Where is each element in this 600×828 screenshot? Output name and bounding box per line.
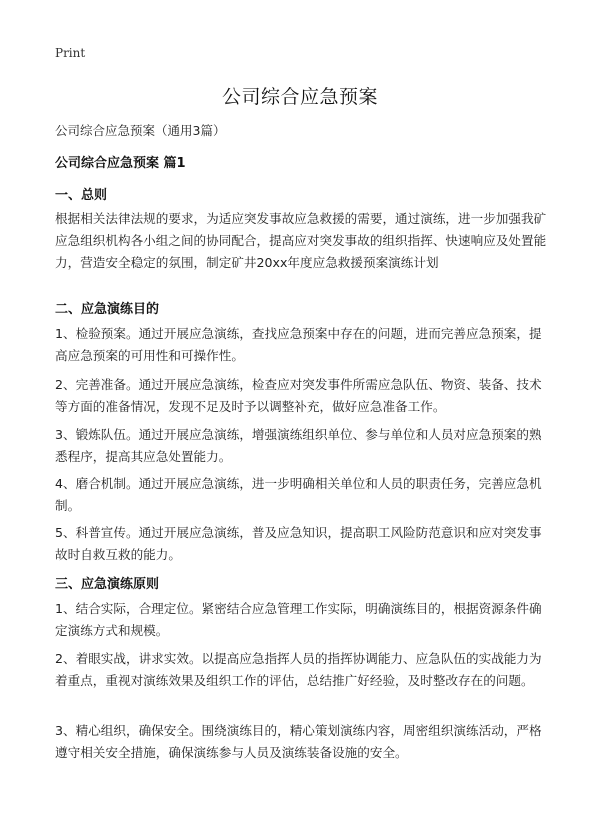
paragraph-principle-1: 1、结合实际，合理定位。紧密结合应急管理工作实际，明确演练目的，根据资源条件确定演练方式和规模。: [55, 601, 542, 638]
paragraph-purpose-1: 1、检验预案。通过开展应急演练，查找应急预案中存在的问题，进而完善应急预案，提高应急预案的可用性和可操作性。: [55, 326, 542, 363]
paragraph-principle-3: 3、精心组织，确保安全。围绕演练目的，精心策划演练内容，周密组织演练活动，严格遵守相关安全措施，确保演练参与人员及演练装备设施的安全。: [55, 723, 542, 760]
paragraph-purpose-4: 4、磨合机制。通过开展应急演练，进一步明确相关单位和人员的职责任务，完善应急机制。: [55, 476, 542, 513]
paragraph-purpose-3: 3、锻炼队伍。通过开展应急演练，增强演练组织单位、参与单位和人员对应急预案的熟悉程序，提高其应急处置能力。: [55, 427, 542, 464]
paragraph-purpose-2: 2、完善准备。通过开展应急演练，检查应对突发事件所需应急队伍、物资、装备、技术等方面的准备情况，发现不足及时予以调整补充，做好应急准备工作。: [55, 377, 542, 414]
page-title: 公司综合应急预案: [221, 86, 378, 108]
section-heading-general: 一、总则: [55, 188, 108, 203]
paragraph-purpose-5: 5、科普宣传。通过开展应急演练，普及应急知识，提高职工风险防范意识和应对突发事故时自救互救的能力。: [55, 525, 542, 562]
document-subtitle: 公司综合应急预案（通用3篇）: [55, 123, 226, 138]
print-link[interactable]: Print: [55, 46, 86, 60]
chapter-title: 公司综合应急预案 篇1: [55, 156, 186, 171]
section-heading-principles: 三、应急演练原则: [55, 577, 160, 592]
section-heading-purpose: 二、应急演练目的: [55, 302, 160, 317]
paragraph-principle-2: 2、着眼实战，讲求实效。以提高应急指挥人员的指挥协调能力、应急队伍的实战能力为着重点，重视对演练效果及组织工作的评估，总结推广好经验，及时整改存在的问题。: [55, 651, 542, 688]
paragraph-general: 根据相关法律法规的要求，为适应突发事故应急救援的需要，通过演练，进一步加强我矿应急组织机构各小组之间的协同配合，提高应对突发事故的组织指挥、快速响应及处置能力，营造安全稳定的氛围，制定矿井20xx年度应急救援预案演练计划: [55, 211, 547, 270]
